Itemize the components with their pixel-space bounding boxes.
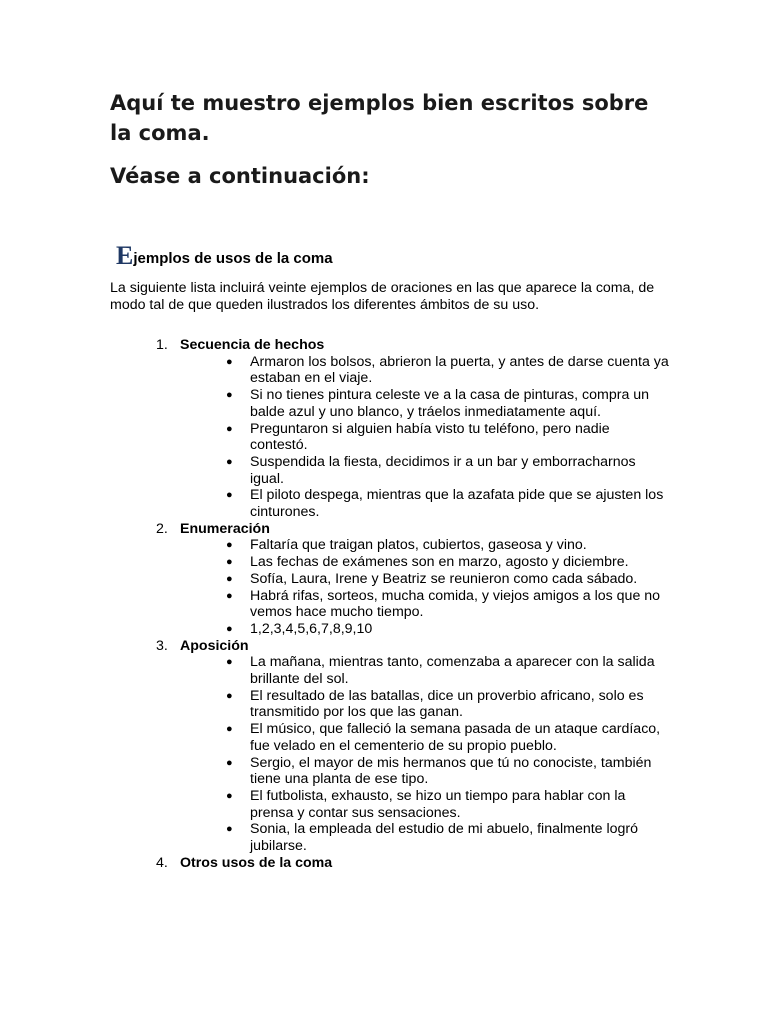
list-item-number: 1. — [156, 337, 168, 353]
bullet-item — [180, 554, 670, 571]
page-subtitle: Véase a continuación: — [110, 164, 370, 188]
bullet-item — [180, 755, 670, 788]
numbered-list-item — [110, 521, 670, 638]
bullet-text: 1,2,3,4,5,6,7,8,9,10 — [250, 620, 373, 637]
bullet-dot-icon: ● — [226, 489, 233, 502]
bullet-item — [180, 788, 670, 821]
bullet-dot-icon: ● — [226, 572, 233, 585]
bullet-text: El piloto despega, mientras que la azafata pide que se ajusten los cinturones. — [250, 487, 664, 521]
bullet-dot-icon: ● — [226, 455, 233, 468]
list-item-heading: Otros usos de la coma — [180, 854, 333, 871]
bullet-dot-icon: ● — [226, 689, 233, 702]
bullet-text: Preguntaron si alguien había visto tu teléfono, pero nadie contestó. — [250, 420, 610, 454]
bullet-item — [180, 537, 670, 554]
bullet-text: Si no tienes pintura celeste ve a la casa de pinturas, compra un balde azul y uno blanco, y tráelos inmediatamente aquí. — [250, 387, 650, 420]
numbered-list-item — [110, 638, 670, 855]
list-item-heading: Enumeración — [180, 520, 270, 537]
bullet-text: El futbolista, exhausto, se hizo un tiempo para hablar con la prensa y contar sus sensaciones. — [250, 787, 626, 821]
page-title: Aquí te muestro ejemplos bien escritos sobre la coma. — [110, 91, 649, 145]
bullet-list — [180, 654, 670, 854]
numbered-list-item — [110, 855, 670, 872]
bullet-dot-icon: ● — [226, 789, 233, 802]
bullet-list — [180, 354, 670, 521]
bullet-text: El músico, que falleció la semana pasada de un ataque cardíaco, fue velado en el cementerio de su propio pueblo. — [250, 721, 661, 754]
numbered-list — [110, 337, 670, 872]
bullet-item — [180, 387, 670, 420]
bullet-list — [180, 537, 670, 637]
bullet-item — [180, 571, 670, 588]
bullet-text: Suspendida la fiesta, decidimos ir a un bar y emborracharnos igual. — [250, 453, 636, 487]
bullet-dot-icon: ● — [226, 589, 233, 602]
section-title — [116, 242, 333, 273]
bullet-item — [180, 454, 670, 487]
bullet-text: Sonia, la empleada del estudio de mi abuelo, finalmente logró jubilarse. — [250, 821, 639, 855]
bullet-dot-icon: ● — [226, 656, 233, 669]
drop-cap-letter: E — [116, 241, 134, 270]
bullet-dot-icon: ● — [226, 823, 233, 836]
bullet-item — [180, 621, 670, 638]
bullet-text: Sofía, Laura, Irene y Beatriz se reunieron como cada sábado. — [250, 570, 638, 587]
bullet-text: Habrá rifas, sorteos, mucha comida, y viejos amigos a los que no vemos hace mucho tiempo. — [250, 587, 661, 621]
section-title-text: jemplos de usos de la coma — [133, 250, 333, 267]
numbered-list-item — [110, 337, 670, 521]
list-item-heading: Aposición — [180, 637, 249, 654]
bullet-text: Sergio, el mayor de mis hermanos que tú no conociste, también tiene una planta de ese tipo. — [250, 754, 652, 788]
list-item-number: 4. — [156, 854, 168, 871]
bullet-dot-icon: ● — [226, 556, 233, 569]
bullet-dot-icon: ● — [226, 539, 233, 552]
bullet-text: Armaron los bolsos, abrieron la puerta, y antes de darse cuenta ya estaban en el viaje. — [250, 353, 669, 387]
bullet-dot-icon: ● — [226, 723, 233, 736]
bullet-text: Faltaría que traigan platos, cubiertos, gaseosa y vino. — [250, 537, 587, 554]
list-item-number: 2. — [156, 520, 168, 537]
bullet-item — [180, 354, 670, 387]
bullet-item — [180, 588, 670, 621]
bullet-item — [180, 721, 670, 754]
bullet-dot-icon: ● — [226, 355, 233, 368]
bullet-item — [180, 821, 670, 854]
intro-paragraph: La siguiente lista incluirá veinte ejemplos de oraciones en las que aparece la coma, de modo tal de que queden ilustrados los diferentes ámbitos de su uso. — [110, 280, 655, 313]
bullet-text: El resultado de las batallas, dice un proverbio africano, solo es transmitido por los que las ganan. — [250, 687, 644, 721]
bullet-dot-icon: ● — [226, 622, 233, 635]
bullet-dot-icon: ● — [226, 422, 233, 435]
bullet-text: Las fechas de exámenes son en marzo, agosto y diciembre. — [250, 554, 629, 571]
bullet-item — [180, 487, 670, 520]
bullet-item — [180, 654, 670, 687]
bullet-dot-icon: ● — [226, 756, 233, 769]
list-item-heading: Secuencia de hechos — [180, 337, 325, 353]
bullet-text: La mañana, mientras tanto, comenzaba a aparecer con la salida brillante del sol. — [250, 654, 655, 688]
bullet-item — [180, 688, 670, 721]
bullet-item — [180, 421, 670, 454]
list-item-number: 3. — [156, 637, 168, 654]
bullet-dot-icon: ● — [226, 389, 233, 402]
